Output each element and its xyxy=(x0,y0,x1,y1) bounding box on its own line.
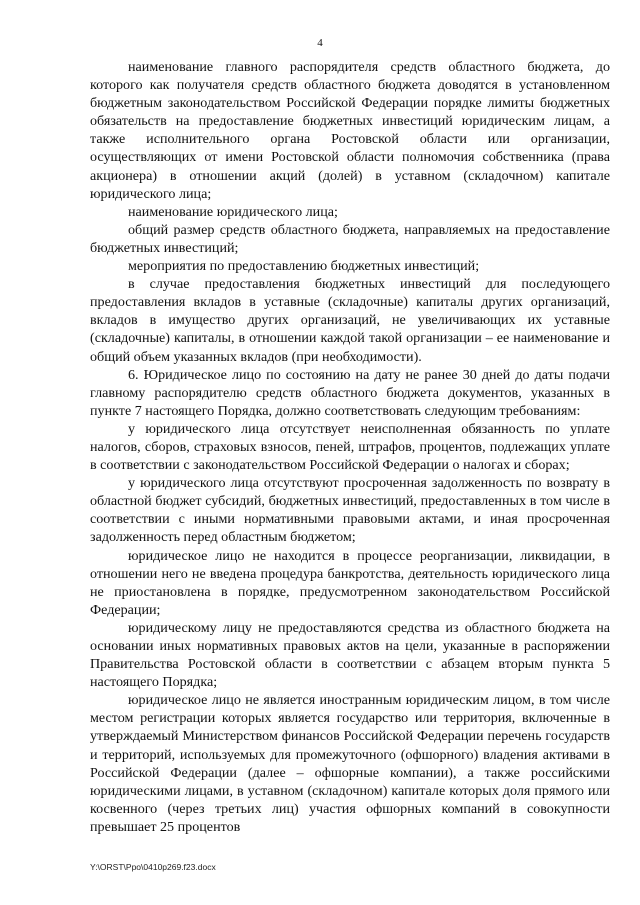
page-number: 4 xyxy=(317,37,323,49)
paragraph-overdue-debt: у юридического лица отсутствуют просроченная задолженность по возврату в областной бюджет субсидий, бюджетных инвестиций, предоставленных в том числе в соответствии с иными нормативными правовыми актами, и иная просроченная задолженность перед областным бюджетом; xyxy=(90,475,610,546)
paragraph-measures: мероприятия по предоставлению бюджетных инвестиций; xyxy=(128,258,480,275)
paragraph-foreign-entity: юридическое лицо не является иностранным юридическим лицом, в том числе местом регистрации которых является государство или территория, включенные в утверждаемый Министерством финансов Российской Федерации перечень государств и территорий, используемых для промежуточного (офшорного) владения активами в Российской Федерации (далее – офшорные компании), а также российскими юридическими лицами, в уставном (складочном) капитале которых доля прямого или косвенного (через третьих лиц) участия офшорных компаний в совокупности превышает 25 процентов xyxy=(90,692,610,835)
paragraph-reorganization: юридическое лицо не находится в процессе реорганизации, ликвидации, в отношении него не введена процедура банкротства, деятельность юридического лица не приостановлена в порядке, предусмотренном законодательством Российской Федерации; xyxy=(90,547,610,618)
paragraph-total-amount: общий размер средств областного бюджета, направляемых на предоставление бюджетных инвестиций; xyxy=(90,221,610,256)
document-body xyxy=(90,58,610,836)
paragraph-clause-6: 6. Юридическое лицо по состоянию на дату не ранее 30 дней до даты подачи главному распорядителю средств областного бюджета документов, указанных в пункте 7 настоящего Порядка, должно соответствовать следующим требованиям: xyxy=(90,366,610,419)
footer-file-path: Y:\ORST\Ppo\0410p269.f23.docx xyxy=(90,862,216,872)
paragraph-other-funding: юридическому лицу не предоставляются средства из областного бюджета на основании иных нормативных правовых актов на цели, указанные в распоряжении Правительства Ростовской области в соответствии с абзацем вторым пункта 5 настоящего Порядка; xyxy=(90,619,610,691)
paragraph-main-manager: наименование главного распорядителя средств областного бюджета, до которого как получателя средств областного бюджета доводятся в установленном бюджетным законодательством Российской Федерации порядке лимиты бюджетных обязательств на предоставление бюджетных инвестиций юридическим лицам, а также исполнительного органа Ростовской области или организации, осуществляющих от имени Ростовской области полномочия собственника (права акционера) в отношении акций (долей) в уставном (складочном) капитале юридического лица; xyxy=(90,59,610,202)
paragraph-legal-entity-name: наименование юридического лица; xyxy=(128,203,338,220)
paragraph-tax-obligations: у юридического лица отсутствует неисполненная обязанность по уплате налогов, сборов, страховых взносов, пеней, штрафов, процентов, подлежащих уплате в соответствии с законодательством Российской Федерации о налогах и сборах; xyxy=(90,420,610,474)
paragraph-contributions: в случае предоставления бюджетных инвестиций для последующего предоставления вкладов в уставные (складочные) капиталы других организаций, вкладов в имущество других организаций, не увеличивающих их уставные (складочные) капиталы, в отношении каждой такой организации – ее наименование и общий объем указанных вкладов (при необходимости). xyxy=(90,276,610,365)
